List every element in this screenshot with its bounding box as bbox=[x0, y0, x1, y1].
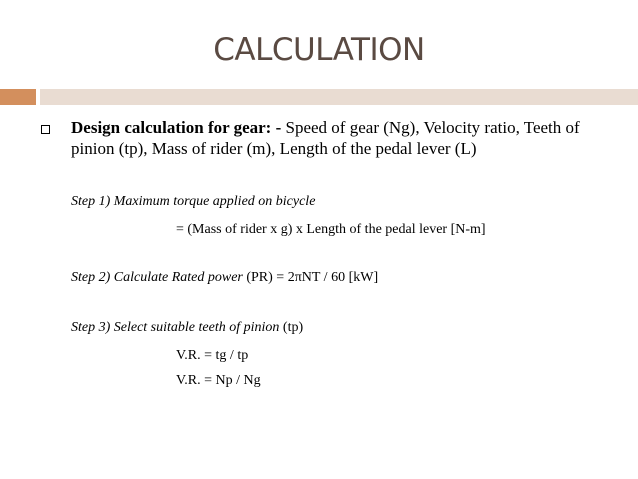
step-2-title: Step 2) Calculate Rated power bbox=[71, 270, 243, 285]
accent-bar bbox=[0, 89, 36, 105]
bullet-body: Speed of gear (Ng), Velocity ratio, Teeth of pinion (tp), Mass of rider (m), Length of the pedal lever (L) bbox=[71, 118, 580, 158]
header-band bbox=[40, 89, 638, 105]
step-2-formula: (PR) = 2πNT / 60 [kW] bbox=[242, 270, 379, 285]
bullet-text bbox=[71, 117, 616, 159]
bullet-heading: Design calculation for gear: - bbox=[71, 118, 282, 137]
step-3-suffix: (tp) bbox=[279, 320, 304, 335]
step-1-formula: = (Mass of rider x g) x Length of the pedal lever [N-m] bbox=[176, 222, 486, 237]
velocity-ratio-2: V.R. = Np / Ng bbox=[176, 373, 261, 388]
step-2 bbox=[71, 270, 378, 286]
step-1-title: Step 1) Maximum torque applied on bicycle bbox=[71, 194, 316, 209]
slide-title: CALCULATION bbox=[213, 32, 425, 68]
step-3 bbox=[71, 320, 303, 336]
step-3-title: Step 3) Select suitable teeth of pinion bbox=[71, 320, 280, 335]
velocity-ratio-1: V.R. = tg / tp bbox=[176, 348, 249, 363]
bullet-square-icon bbox=[41, 125, 50, 134]
